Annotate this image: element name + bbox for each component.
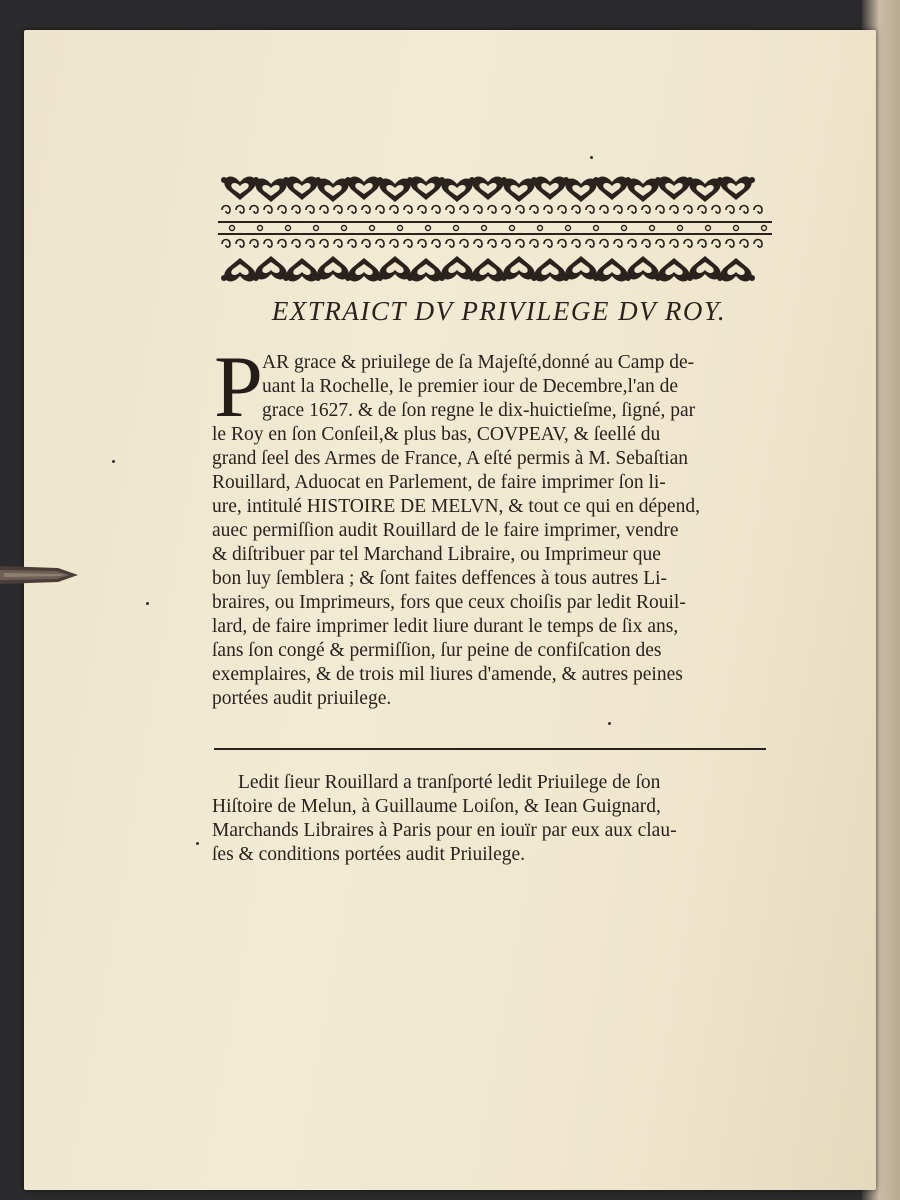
text-line: grand ſeel des Armes de France, A eſté permis à M. Sebaſtian <box>212 448 688 469</box>
text-line: Rouillard, Aduocat en Parlement, de faire imprimer ſon li- <box>212 472 666 493</box>
section-divider <box>214 748 766 750</box>
text-line: grace 1627. & de ſon regne le dix-huictieſme, ſigné, par <box>262 400 696 421</box>
text-line: ſans ſon congé & permiſſion, ſur peine de confiſcation des <box>212 640 662 661</box>
drop-capital: P <box>214 339 263 436</box>
text-line: uant la Rochelle, le premier iour de Decembre,l'an de <box>262 376 679 397</box>
privilege-heading: EXTRAICT DV PRIVILEGE DV ROY. <box>271 296 727 326</box>
text-line: ſes & conditions portées audit Priuilege. <box>212 844 526 865</box>
text-line: AR grace & priuilege de ſa Majeſté,donné au Camp de- <box>262 352 695 373</box>
bookmark-ribbon <box>0 562 80 588</box>
ink-speck <box>590 156 593 159</box>
text-line: Ledit ſieur Rouillard a tranſporté ledit Priuilege de ſon <box>238 772 661 793</box>
text-line: portées audit priuilege. <box>212 688 392 709</box>
ink-speck <box>608 722 611 725</box>
ink-speck <box>196 842 199 845</box>
text-line: & diſtribuer par tel Marchand Libraire, ou Imprimeur que <box>212 544 661 565</box>
ornamental-headpiece <box>218 172 772 286</box>
text-line: auec permiſſion audit Rouillard de le faire imprimer, vendre <box>212 520 679 541</box>
text-line: lard, de faire imprimer ledit liure durant le temps de ſix ans, <box>212 616 679 637</box>
text-line: braires, ou Imprimeurs, fors que ceux choiſis par ledit Rouil- <box>212 592 686 613</box>
text-line: exemplaires, & de trois mil liures d'amende, & autres peines <box>212 664 683 685</box>
text-line: Hiſtoire de Melun, à Guillaume Loiſon, & Iean Guignard, <box>212 796 661 817</box>
text-line: le Roy en ſon Conſeil,& plus bas, COVPEAV, & ſeellé du <box>212 424 661 445</box>
text-line: bon luy ſemblera ; & ſont faites deffences à tous autres Li- <box>212 568 668 589</box>
ink-speck <box>112 460 115 463</box>
ink-speck <box>146 602 149 605</box>
text-line: ure, intitulé HISTOIRE DE MELVN, & tout ce qui en dépend, <box>212 496 700 517</box>
text-line: Marchands Libraires à Paris pour en iouïr par eux aux clau- <box>212 820 677 841</box>
